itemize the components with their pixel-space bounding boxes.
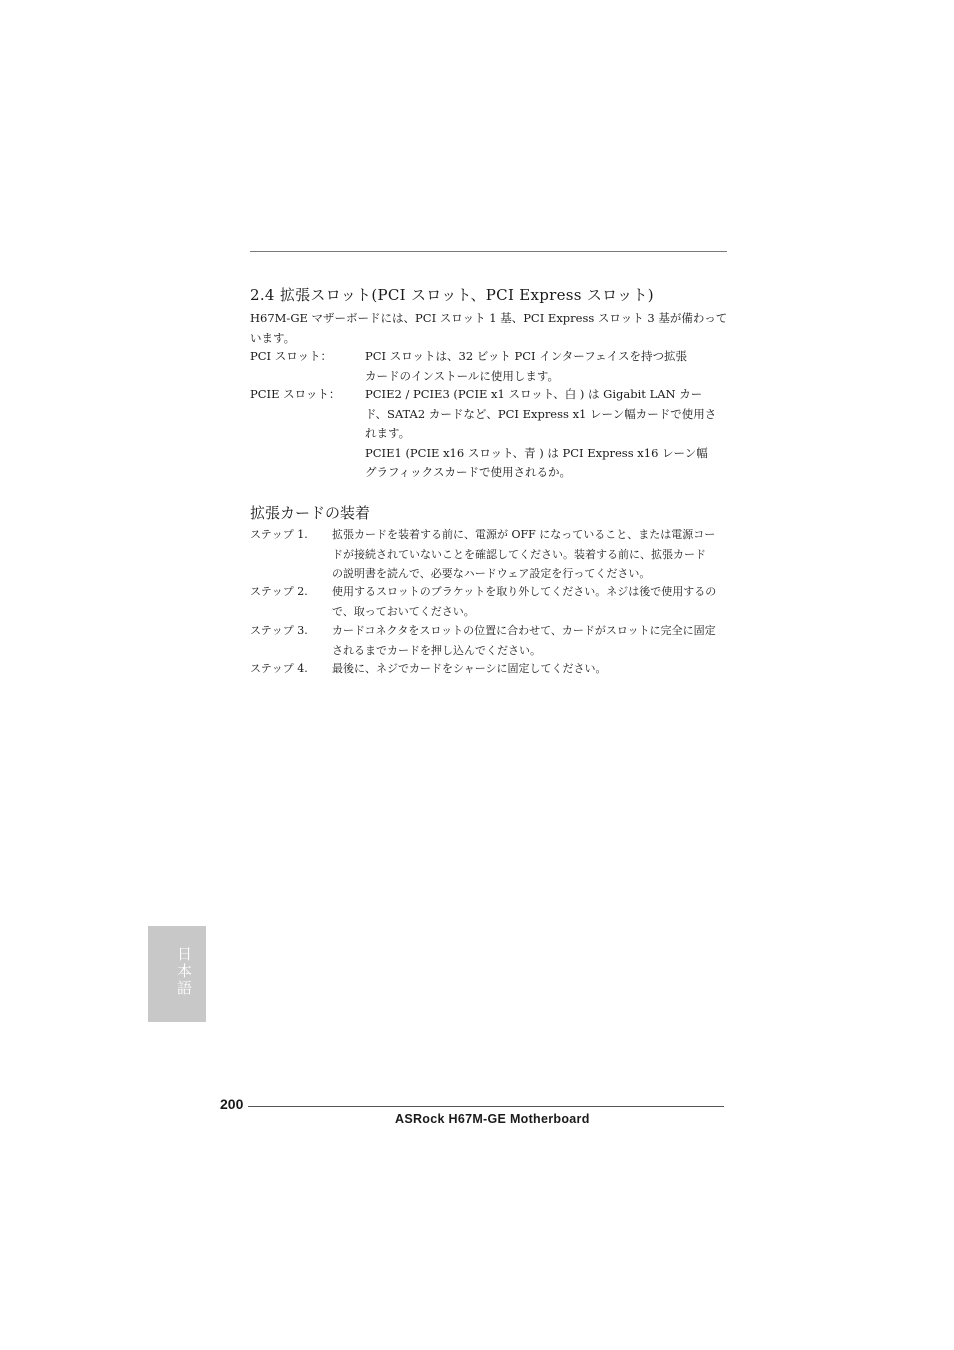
pcie-slot-term: PCIE スロット：: [250, 387, 341, 401]
install-title: 拡張カードの装着: [250, 504, 371, 522]
section-title: 2.4 拡張スロット(PCI スロット、PCI Express スロット): [250, 286, 654, 304]
language-tab-label: 日本語: [175, 946, 193, 997]
step-line: されるまでカードを押し込んでください。: [332, 643, 541, 657]
step-label: ステップ 3.: [250, 624, 308, 637]
desc-line: PCI スロットは、32 ビット PCI インターフェイスを持つ拡張: [365, 349, 687, 363]
step-line: 使用するスロットのブラケットを取り外してください。ネジは後で使用するの: [332, 585, 717, 598]
intro-line: H67M-GE マザーボードには、PCI スロット 1 基、PCI Express スロット 3 基が備わって: [250, 311, 728, 325]
step-label: ステップ 1.: [250, 528, 308, 541]
footer-divider: [248, 1106, 724, 1107]
pci-slot-term: PCI スロット：: [250, 349, 333, 363]
step-line: カードコネクタをスロットの位置に合わせて、カードがスロットに完全に固定: [332, 624, 716, 637]
step-text: [332, 621, 716, 660]
step-text: [332, 582, 716, 621]
top-divider: [250, 251, 727, 252]
footer-title: ASRock H67M-GE Motherboard: [395, 1112, 590, 1126]
step-label: ステップ 2.: [250, 585, 308, 598]
page-number: 200: [220, 1096, 244, 1112]
step-line: の説明書を読んで、必要なハードウェア設定を行ってください。: [332, 567, 651, 580]
step-label: ステップ 4.: [250, 662, 308, 675]
desc-line: れます。: [365, 426, 411, 440]
desc-line: PCIE1 (PCIE x16 スロット、青 ) は PCI Express x16 レーン幅: [365, 445, 708, 460]
step-line: 拡張カードを装着する前に、電源が OFF になっていること、または電源コー: [332, 528, 716, 541]
desc-line: カードのインストールに使用します。: [365, 368, 560, 383]
step-text: [332, 659, 607, 679]
desc-line: ド、SATA2 カードなど、PCI Express x1 レーン幅カードで使用さ: [365, 406, 717, 421]
desc-line: グラフィックスカードで使用されるか。: [365, 465, 571, 479]
pcie-slot-description: [365, 385, 716, 483]
step-text: [332, 525, 715, 584]
intro-line: います。: [250, 330, 296, 345]
pci-slot-description: [365, 347, 687, 386]
step-line: ドが接続されていないことを確認してください。装着する前に、拡張カード: [332, 547, 706, 561]
intro-paragraph: [250, 309, 727, 348]
desc-line: PCIE2 / PCIE3 (PCIE x1 スロット、白 ) は Gigabit LAN カー: [365, 387, 703, 401]
step-line: 最後に、ネジでカードをシャーシに固定してください。: [332, 662, 607, 675]
step-line: で、取っておいてください。: [332, 604, 475, 618]
